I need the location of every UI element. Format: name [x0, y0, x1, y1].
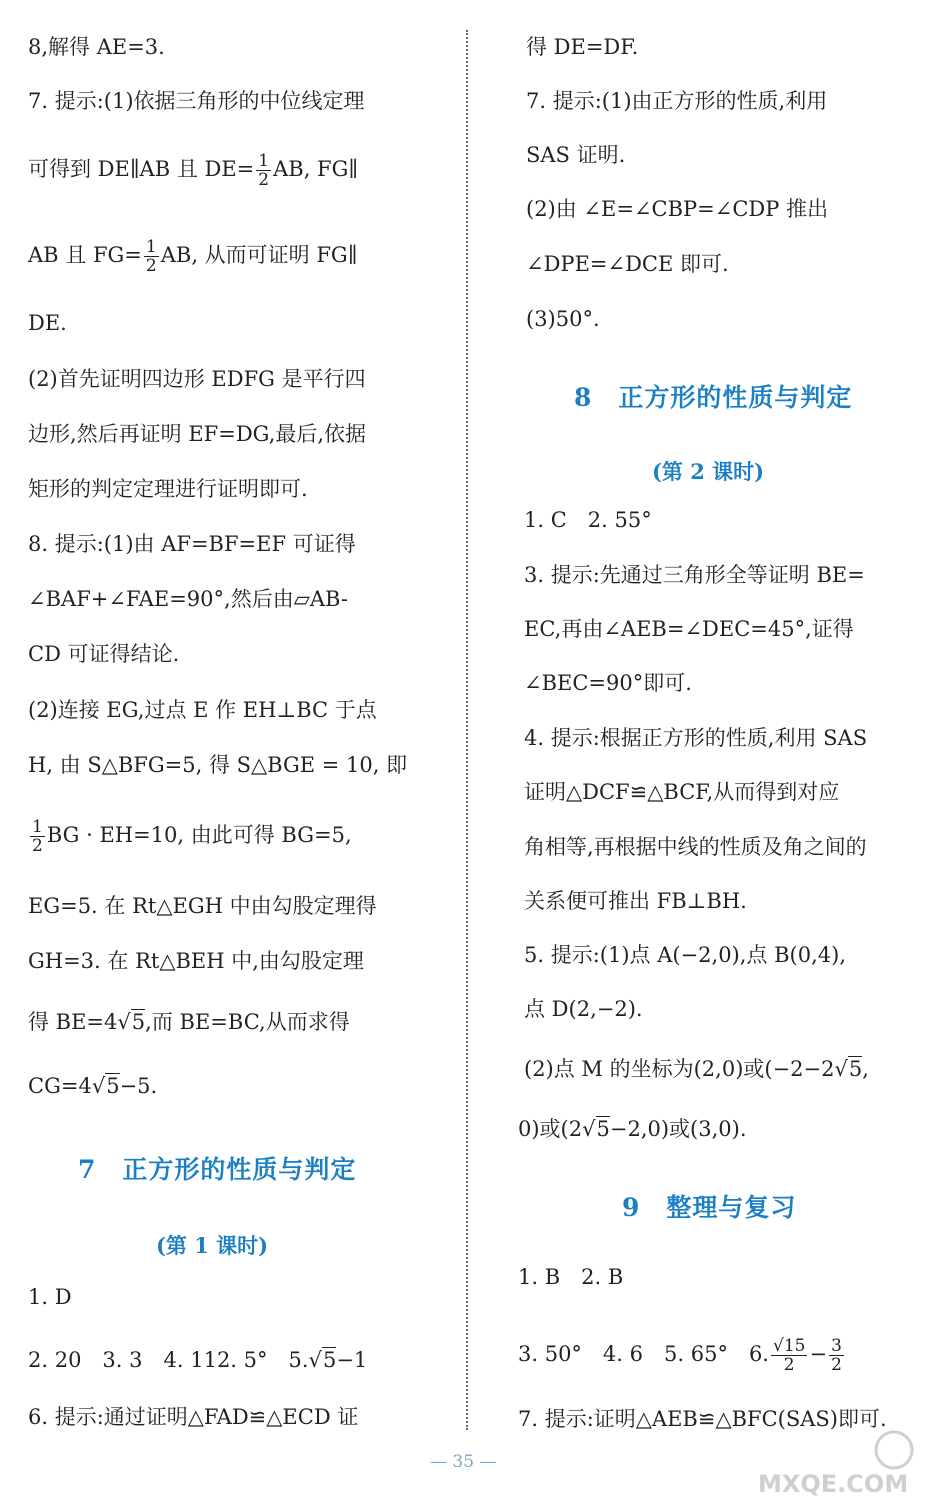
text-line: 1. B 2. B: [518, 1265, 624, 1289]
text-line: 7. 提示:(1)依据三角形的中位线定理: [28, 89, 365, 113]
text-line: 边形,然后再证明 EF=DG,最后,依据: [28, 422, 367, 446]
text-line: 2. 20 3. 3 4. 112. 5° 5.√5−1: [28, 1348, 368, 1372]
sqrt-sign: √: [308, 1348, 322, 1372]
text-line: 0)或(2√5−2,0)或(3,0).: [518, 1117, 747, 1141]
text-line: (3)50°.: [526, 307, 600, 331]
watermark-circle: [876, 1432, 912, 1468]
text-line: (2)连接 EG,过点 E 作 EH⊥BC 于点: [28, 698, 377, 722]
text-line: 3. 50° 4. 6 5. 65° 6. $\frac{√15}{2}$ − $\frac{3}{2}$: [518, 1336, 842, 1375]
text-line: 得 DE=DF.: [526, 35, 639, 59]
sqrt-sign: √: [117, 1010, 131, 1034]
text-line: 点 D(2,−2).: [524, 997, 643, 1021]
column-divider: [466, 30, 468, 1430]
sqrt-sign: √: [834, 1057, 848, 1081]
text-line: CD 可证得结论.: [28, 642, 180, 666]
text-line: 1. C 2. 55°: [524, 508, 652, 532]
text-line: H, 由 S△BFG=5, 得 S△BGE = 10, 即: [28, 753, 408, 777]
subsection-heading: (第 2 课时): [652, 459, 765, 484]
fraction-half: $\frac{1}{2}$: [145, 237, 157, 276]
text-line: 矩形的判定定理进行证明即可.: [28, 477, 308, 501]
sqrt-sign: √: [91, 1074, 106, 1098]
text-line: 1. D: [28, 1285, 72, 1309]
text-line: (2)点 M 的坐标为(2,0)或(−2−2√5,: [524, 1057, 869, 1081]
section-heading: 8 正方形的性质与判定: [574, 383, 853, 412]
text-line: 6. 提示:通过证明△FAD≌△ECD 证: [28, 1405, 359, 1429]
text-line: EC,再由∠AEB=∠DEC=45°,证得: [524, 617, 854, 641]
text-line: (2)首先证明四边形 EDFG 是平行四: [28, 367, 366, 391]
text-line: ∠BEC=90°即可.: [524, 671, 692, 695]
text-line: 4. 提示:根据正方形的性质,利用 SAS: [524, 726, 868, 750]
section-heading: 7 正方形的性质与判定: [78, 1155, 357, 1184]
text-line: 关系便可推出 FB⊥BH.: [524, 889, 747, 913]
text-line: 8. 提示:(1)由 AF=BF=EF 可证得: [28, 532, 356, 556]
text-line: EG=5. 在 Rt△EGH 中由勾股定理得: [28, 894, 377, 918]
text-line: 8,解得 AE=3.: [28, 35, 165, 59]
text-line: SAS 证明.: [526, 143, 626, 167]
text-line: CG=4√5−5.: [28, 1074, 158, 1098]
text-line: 可得到 DE∥AB 且 DE= $\frac{1}{2}$ AB, FG∥: [28, 151, 359, 190]
section-heading: 9 整理与复习: [622, 1193, 797, 1222]
text-line: 5. 提示:(1)点 A(−2,0),点 B(0,4),: [524, 943, 846, 967]
text-line: 证明△DCF≌△BCF,从而得到对应: [524, 780, 840, 804]
fraction-half: $\frac{1}{2}$: [258, 151, 270, 190]
fraction-sqrt15-over-2: $\frac{√15}{2}$: [772, 1336, 806, 1375]
text-line: 角相等,再根据中线的性质及角之间的: [524, 835, 867, 859]
text-line: ∠BAF+∠FAE=90°,然后由▱AB-: [28, 587, 348, 611]
subsection-heading: (第 1 课时): [156, 1233, 269, 1258]
text-line: 得 BE=4√5,而 BE=BC,从而求得: [28, 1010, 350, 1034]
text-line: GH=3. 在 Rt△BEH 中,由勾股定理: [28, 949, 364, 973]
fraction-3-over-2: $\frac{3}{2}$: [831, 1336, 842, 1375]
text-line: 7. 提示:证明△AEB≌△BFC(SAS)即可.: [518, 1407, 887, 1431]
fraction-half: $\frac{1}{2}$: [32, 817, 43, 856]
text-line: $\frac{1}{2}$ BG · EH=10, 由此可得 BG=5,: [32, 817, 352, 856]
page-number: — 35 —: [430, 1452, 497, 1472]
text-line: AB 且 FG= $\frac{1}{2}$ AB, 从而可证明 FG∥: [28, 237, 358, 276]
text-line: 7. 提示:(1)由正方形的性质,利用: [526, 89, 828, 113]
text-line: ∠DPE=∠DCE 即可.: [526, 252, 729, 276]
sqrt-sign: √: [582, 1117, 596, 1141]
text-line: DE.: [28, 311, 67, 335]
watermark-text: MXQE.COM: [758, 1470, 909, 1498]
watermark-logo: [754, 1428, 924, 1498]
text-line: (2)由 ∠E=∠CBP=∠CDP 推出: [526, 197, 829, 221]
text-line: 3. 提示:先通过三角形全等证明 BE=: [524, 563, 865, 587]
